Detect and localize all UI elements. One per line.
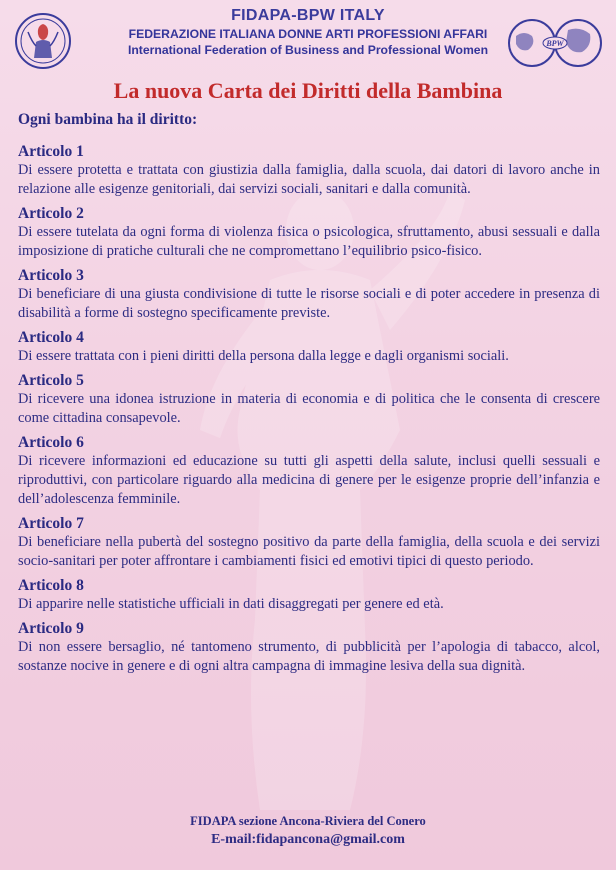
organization-name: FIDAPA-BPW ITALY — [231, 7, 385, 24]
article-6 — [18, 433, 600, 509]
article-3 — [18, 266, 600, 323]
article-text: Di beneficiare di una giusta condivisione di tutte le risorse sociali e di poter accedere in presenza di disabilità a forme di sostegno specificamente previste. — [18, 286, 600, 321]
article-text: Di non essere bersaglio, né tantomeno strumento, di pubblicità per l’apologia di tabacco, alcol, sostanze nocive in genere e di ogni altra campagna di immagine lesiva della sua dignità. — [18, 639, 600, 674]
article-2 — [18, 204, 600, 261]
article-heading: Articolo 1 — [18, 143, 84, 160]
organization-english-name: International Federation of Business and Professional Women — [127, 43, 489, 57]
article-heading: Articolo 4 — [18, 329, 84, 346]
article-heading: Articolo 9 — [18, 620, 84, 637]
article-8 — [18, 576, 600, 614]
article-text: Di ricevere informazioni ed educazione su tutti gli aspetti della salute, inclusi quelli sessuali e riproduttivi, con particolare riguardo alla medicina di genere per le esigenze proprie dell’infanzia e dell’adolescenza femminile. — [18, 453, 600, 507]
article-text: Di beneficiare nella pubertà del sostegno positivo da parte della famiglia, della scuola e dei servizi socio-sanitari per poter affrontare i cambiamenti fisici ed emotivi tipici di questo periodo. — [18, 534, 600, 569]
fidapa-emblem-icon — [14, 12, 72, 70]
article-heading: Articolo 3 — [18, 267, 84, 284]
document-title: La nuova Carta dei Diritti della Bambina — [113, 78, 503, 103]
article-7 — [18, 514, 600, 571]
footer — [0, 812, 616, 850]
article-1 — [18, 142, 600, 199]
article-4 — [18, 328, 600, 366]
article-text: Di ricevere una idonea istruzione in materia di economia e di politica che le consenta di crescere come cittadina consapevole. — [18, 391, 600, 426]
footer-section-name: FIDAPA sezione Ancona-Riviera del Conero — [190, 814, 426, 828]
article-text: Di essere protetta e trattata con giustizia dalla famiglia, dalla scuola, dai datori di lavoro anche in relazione alle esigenze genitoriali, dai servizi sociali, sanitari e dalla comunità. — [18, 162, 600, 197]
article-heading: Articolo 7 — [18, 515, 84, 532]
article-text: Di essere tutelata da ogni forma di violenza fisica o psicologica, sfruttamento, abusi sessuali e dalla imposizione di pratiche culturali che ne compromettano l’equilibrio psico-fisico. — [18, 224, 600, 259]
article-text: Di apparire nelle statistiche ufficiali in dati disaggregati per genere ed età. — [18, 596, 444, 612]
article-heading: Articolo 2 — [18, 205, 84, 222]
organization-italian-name: FEDERAZIONE ITALIANA DONNE ARTI PROFESSIONI AFFARI — [128, 27, 488, 41]
globe-bpw-icon — [506, 16, 604, 70]
footer-email: E-mail:fidapancona@gmail.com — [211, 832, 405, 847]
intro-text: Ogni bambina ha il diritto: — [18, 111, 198, 128]
article-heading: Articolo 6 — [18, 434, 84, 451]
article-heading: Articolo 5 — [18, 372, 84, 389]
bpw-logo-text: BPW — [546, 39, 564, 48]
article-text: Di essere trattata con i pieni diritti della persona dalla legge e dagli organismi sociali. — [18, 348, 509, 364]
article-5 — [18, 371, 600, 428]
articles-list — [18, 142, 600, 681]
article-heading: Articolo 8 — [18, 577, 84, 594]
article-9 — [18, 619, 600, 676]
letterhead — [0, 6, 616, 70]
